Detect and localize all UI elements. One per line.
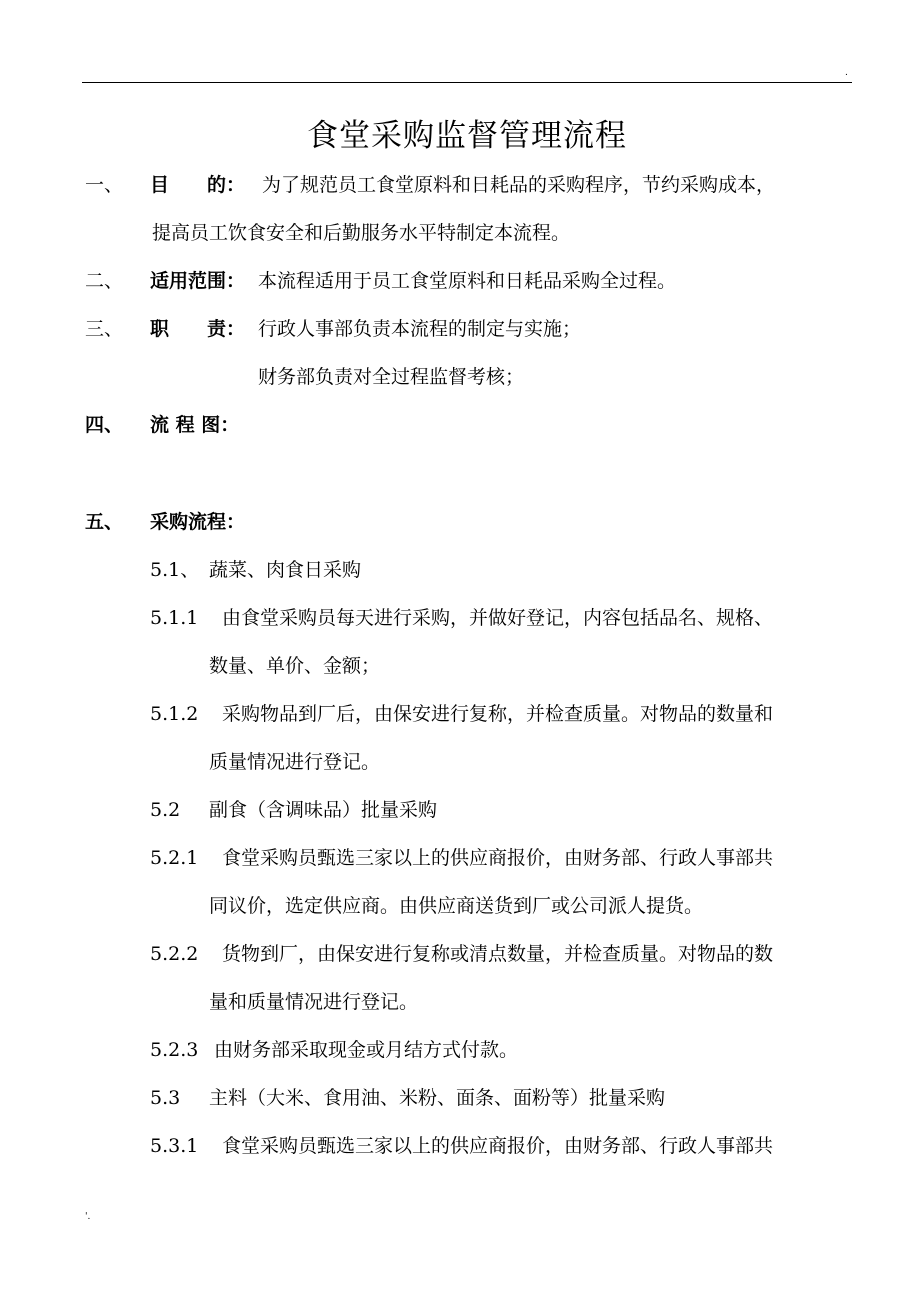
section-1-text-line1: 为了规范员工食堂原料和日耗品的采购程序，节约采购成本， <box>262 174 776 196</box>
item-5-2-2-line2: 量和质量情况进行登记。 <box>209 991 419 1013</box>
section-4-number: 四、 <box>85 414 124 436</box>
section-2-number: 二、 <box>85 270 124 292</box>
item-5-3-number: 5.3 <box>150 1087 181 1109</box>
section-3-number: 三、 <box>85 318 124 340</box>
item-5-2-text: 副食（含调味品）批量采购 <box>209 799 438 821</box>
item-5-1-2-line2: 质量情况进行登记。 <box>209 751 381 773</box>
item-5-2-3-text: 由财务部采取现金或月结方式付款。 <box>214 1039 519 1061</box>
section-3-text-line2: 财务部负责对全过程监督考核； <box>258 366 525 388</box>
item-5-1-number: 5.1、 <box>150 559 200 581</box>
section-3-text-line1: 行政人事部负责本流程的制定与实施； <box>258 318 582 340</box>
item-5-2-2-number: 5.2.2 <box>150 943 199 965</box>
section-5-label: 采购流程： <box>150 511 246 533</box>
section-2-label: 适用范围： <box>150 270 246 292</box>
item-5-1-1-line2: 数量、单价、金额； <box>209 655 381 677</box>
section-1-text-line2: 提高员工饮食安全和后勤服务水平特制定本流程。 <box>152 222 571 244</box>
item-5-2-1-line2: 同议价，选定供应商。由供应商送货到厂或公司派人提货。 <box>209 895 704 917</box>
header-rule <box>82 82 852 83</box>
item-5-2-3-number: 5.2.3 <box>150 1039 199 1061</box>
section-1-label: 目 的： <box>150 174 246 196</box>
section-2-text: 本流程适用于员工食堂原料和日耗品采购全过程。 <box>258 270 677 292</box>
item-5-3-text: 主料（大米、食用油、米粉、面条、面粉等）批量采购 <box>209 1087 666 1109</box>
document-title: 食堂采购监督管理流程 <box>307 118 627 154</box>
section-1-number: 一、 <box>85 174 124 196</box>
header-mark: . <box>845 68 848 78</box>
section-4-label: 流 程 图： <box>150 414 240 436</box>
item-5-1-text: 蔬菜、肉食日采购 <box>209 559 362 581</box>
item-5-2-1-line1: 食堂采购员甄选三家以上的供应商报价，由财务部、行政人事部共 <box>222 847 774 869</box>
footer-mark: '. <box>85 1212 91 1222</box>
item-5-1-2-line1: 采购物品到厂后，由保安进行复称，并检查质量。对物品的数量和 <box>222 703 774 725</box>
section-3-label: 职 责： <box>150 318 246 340</box>
item-5-2-1-number: 5.2.1 <box>150 847 199 869</box>
item-5-3-1-number: 5.3.1 <box>150 1135 199 1157</box>
item-5-2-number: 5.2 <box>150 799 181 821</box>
item-5-1-1-number: 5.1.1 <box>150 607 199 629</box>
item-5-3-1-line1: 食堂采购员甄选三家以上的供应商报价，由财务部、行政人事部共 <box>222 1135 774 1157</box>
item-5-2-2-line1: 货物到厂，由保安进行复称或清点数量，并检查质量。对物品的数 <box>222 943 774 965</box>
item-5-1-2-number: 5.1.2 <box>150 703 199 725</box>
section-5-number: 五、 <box>85 511 124 533</box>
item-5-1-1-line1: 由食堂采购员每天进行采购，并做好登记，内容包括品名、规格、 <box>222 607 774 629</box>
